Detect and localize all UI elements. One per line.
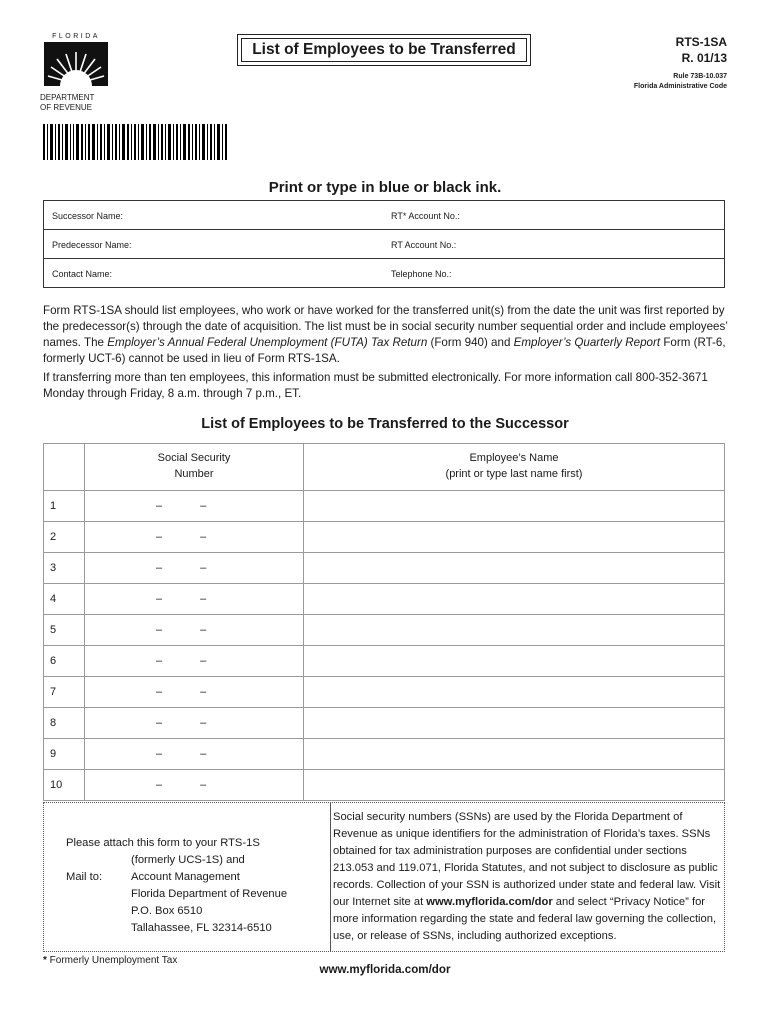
ssn-dash: – <box>156 686 163 698</box>
rule-reference <box>634 72 727 92</box>
successor-name-label: Successor Name: <box>52 211 124 221</box>
admin-code: Florida Administrative Code <box>633 83 727 90</box>
para1-text-a: Form RTS-1SA should list employees, who work or have worked for the transferred unit(s) from the date the unit was first reported by the predecessor(s) through the date of acquisition. The list must be in social security number sequential order and include employees’ names. The <box>43 304 728 349</box>
ssn-dash: – <box>156 531 163 543</box>
contact-row[interactable] <box>44 258 724 287</box>
table-row <box>44 553 725 584</box>
employee-name-field[interactable] <box>304 615 725 646</box>
ssn-header-line2: Number <box>174 468 214 480</box>
ink-instruction: Print or type in blue or black ink. <box>268 179 502 196</box>
ssn-dash: – <box>200 593 207 605</box>
address-line2: Florida Department of Revenue <box>131 888 288 900</box>
ssn-field[interactable] <box>85 770 304 801</box>
list-title: List of Employees to be Transferred to the Successor <box>201 416 569 432</box>
privacy-notice <box>333 809 721 945</box>
ssn-dash: – <box>200 655 207 667</box>
address-line4: Tallahassee, FL 32314-6510 <box>131 922 272 934</box>
ssn-dash: – <box>200 779 207 791</box>
employee-name-field[interactable] <box>304 646 725 677</box>
employee-name-field[interactable] <box>304 770 725 801</box>
predecessor-account-label: RT Account No.: <box>391 240 457 250</box>
table-row <box>44 770 725 801</box>
table-row <box>44 584 725 615</box>
predecessor-name-label: Predecessor Name: <box>52 240 132 250</box>
footnote-star: * <box>43 955 47 966</box>
table-row <box>44 522 725 553</box>
box-divider <box>330 803 331 951</box>
ssn-dash: – <box>200 686 207 698</box>
row-number: 10 <box>44 770 85 801</box>
predecessor-row[interactable] <box>44 229 724 258</box>
ssn-field[interactable] <box>85 739 304 770</box>
row-number: 4 <box>44 584 85 615</box>
ssn-field[interactable] <box>85 677 304 708</box>
ssn-dash: – <box>156 500 163 512</box>
ssn-dash: – <box>156 624 163 636</box>
ssn-dash: – <box>200 500 207 512</box>
table-row <box>44 646 725 677</box>
attach-line1: Please attach this form to your RTS-1S <box>66 837 260 849</box>
form-title-box <box>237 34 531 66</box>
footnote-text: Formerly Unemployment Tax <box>46 955 178 966</box>
telephone-label: Telephone No.: <box>391 269 452 279</box>
ssn-field[interactable] <box>85 708 304 739</box>
para1-text-c: (Form 940) and <box>427 336 514 349</box>
employee-name-field[interactable] <box>304 553 725 584</box>
table-row <box>44 739 725 770</box>
employee-name-field[interactable] <box>304 491 725 522</box>
ssn-field[interactable] <box>85 553 304 584</box>
ssn-field[interactable] <box>85 522 304 553</box>
mail-to-label: Mail to: <box>66 871 103 883</box>
ssn-header <box>85 444 304 491</box>
privacy-url-link[interactable]: www.myflorida.com/dor <box>426 896 553 908</box>
form-identifier <box>676 34 727 66</box>
account-info-grid <box>43 200 725 288</box>
privacy-text-b: and select “Privacy Notice” for more information regarding the state and federal law governing the collection, use, or release of SSNs, including authorized exceptions. <box>333 896 717 942</box>
row-number: 3 <box>44 553 85 584</box>
employee-name-field[interactable] <box>304 677 725 708</box>
row-number: 8 <box>44 708 85 739</box>
ssn-dash: – <box>200 562 207 574</box>
instructions-paragraph <box>43 303 733 367</box>
para1-text-e: Form (RT-6, formerly UCT-6) cannot be used in lieu of Form RTS-1SA. <box>43 336 726 365</box>
employee-name-field[interactable] <box>304 522 725 553</box>
form-title: List of Employees to be Transferred <box>241 38 527 62</box>
mailing-instructions <box>66 835 287 937</box>
employee-name-field[interactable] <box>304 584 725 615</box>
ssn-dash: – <box>200 624 207 636</box>
employee-name-field[interactable] <box>304 708 725 739</box>
employee-name-header <box>304 444 725 491</box>
address-line3: P.O. Box 6510 <box>131 905 203 917</box>
successor-row[interactable] <box>44 201 724 229</box>
table-header-row <box>44 444 725 491</box>
attach-line2: (formerly UCS-1S) and <box>131 854 245 866</box>
rule-number: Rule 73B-10.037 <box>673 73 727 80</box>
table-row <box>44 491 725 522</box>
name-header-line2: (print or type last name first) <box>445 468 583 480</box>
logo-dept-line2: OF REVENUE <box>40 103 93 112</box>
sunburst-icon <box>40 42 112 86</box>
ssn-field[interactable] <box>85 491 304 522</box>
form-revision: R. 01/13 <box>681 51 727 65</box>
employee-table <box>43 443 725 801</box>
privacy-text-a: Social security numbers (SSNs) are used by the Florida Department of Revenue as unique identifiers for the administration of Florida’s taxes. SSNs obtained for tax administration purposes are confidential under sections 213.053 and 119.071, Florida Statutes, and not subject to disclosure as public records. Collection of your SSN is authorized under state and federal law. Visit our Internet site at <box>333 811 721 908</box>
table-row <box>44 677 725 708</box>
para1-futa-title: Employer’s Annual Federal Unemployment (FUTA) Tax Return <box>107 336 428 349</box>
ssn-dash: – <box>156 593 163 605</box>
name-header-line1: Employee’s Name <box>469 452 559 464</box>
ssn-dash: – <box>200 748 207 760</box>
table-row <box>44 708 725 739</box>
ssn-field[interactable] <box>85 615 304 646</box>
ssn-dash: – <box>156 779 163 791</box>
logo-state-text: FLORIDA <box>52 33 100 40</box>
mailing-privacy-box <box>43 802 725 952</box>
form-number: RTS-1SA <box>675 35 727 49</box>
ssn-dash: – <box>200 717 207 729</box>
ssn-dash: – <box>156 562 163 574</box>
para1-report-title: Employer’s Quarterly Report <box>513 336 661 349</box>
ssn-dash: – <box>156 717 163 729</box>
ssn-dash: – <box>200 531 207 543</box>
row-number: 5 <box>44 615 85 646</box>
ssn-header-line1: Social Security <box>157 452 231 464</box>
row-number: 9 <box>44 739 85 770</box>
table-row <box>44 615 725 646</box>
row-number: 1 <box>44 491 85 522</box>
ssn-dash: – <box>156 655 163 667</box>
employee-name-field[interactable] <box>304 739 725 770</box>
ssn-field[interactable] <box>85 584 304 615</box>
ssn-dash: – <box>156 748 163 760</box>
barcode <box>43 124 227 160</box>
footer-website-link[interactable]: www.myflorida.com/dor <box>319 963 451 976</box>
address-line1: Account Management <box>131 871 240 883</box>
logo-dept-line1: DEPARTMENT <box>40 93 95 102</box>
florida-dor-logo <box>40 32 112 112</box>
row-number-header <box>44 444 85 491</box>
row-number: 6 <box>44 646 85 677</box>
row-number: 2 <box>44 522 85 553</box>
ssn-field[interactable] <box>85 646 304 677</box>
row-number: 7 <box>44 677 85 708</box>
successor-account-label: RT* Account No.: <box>391 211 460 221</box>
electronic-filing-paragraph: If transferring more than ten employees, this information must be submitted electronically. For more information call 800-352-3671 Monday through Friday, 8 a.m. through 7 p.m., ET. <box>43 371 708 400</box>
contact-name-label: Contact Name: <box>52 269 113 279</box>
